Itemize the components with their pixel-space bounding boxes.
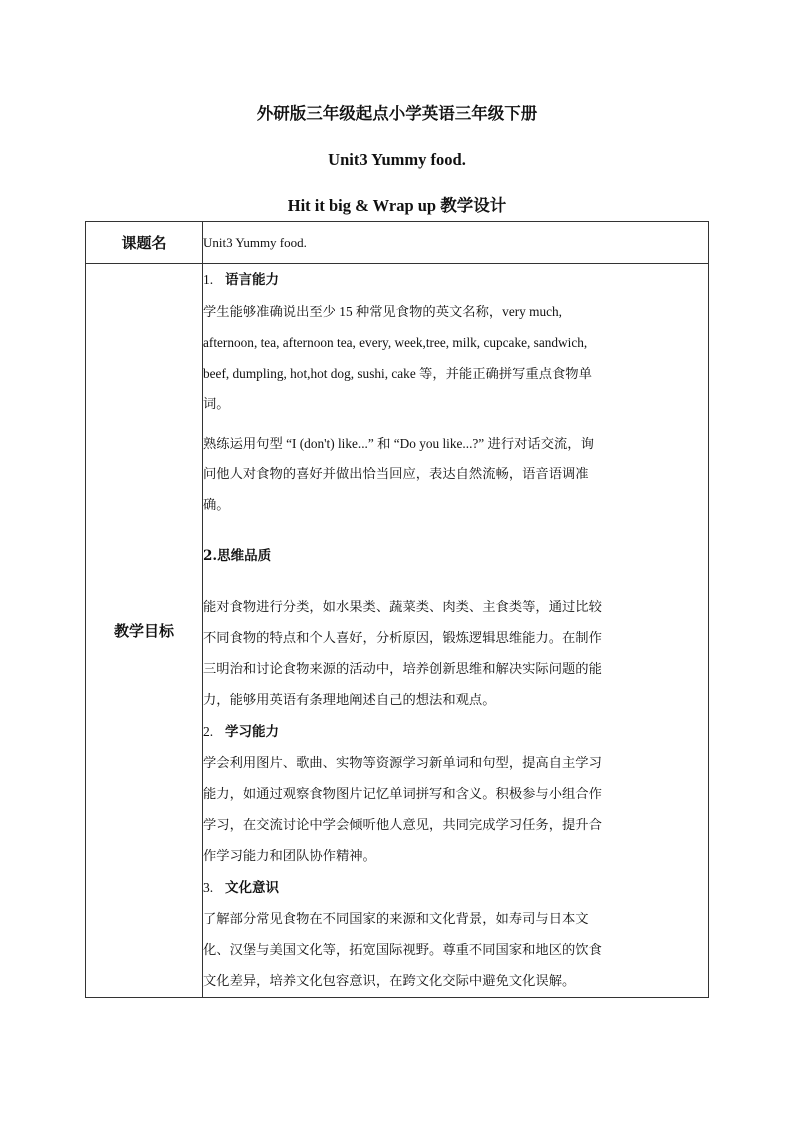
section-heading-text: 语言能力 (225, 272, 279, 288)
text-line: 词。 (203, 397, 230, 412)
section-number: 1. (203, 272, 214, 287)
learning-ability-paragraph (203, 748, 708, 872)
text-line: 问他人对食物的喜好并做出恰当回应，表达自然流畅，语音语调准 (203, 467, 589, 482)
section-heading-text: 学习能力 (225, 724, 279, 740)
objectives-label: 教学目标 (86, 264, 203, 998)
cultural-awareness-paragraph (203, 904, 708, 997)
language-ability-paragraph-2 (203, 428, 708, 521)
text-line: 能力，如通过观察食物图片记忆单词拼写和含义。积极参与小组合作 (203, 787, 602, 802)
text-line: 能对食物进行分类，如水果类、蔬菜类、肉类、主食类等，通过比较 (203, 600, 602, 615)
text-line: 作学习能力和团队协作精神。 (203, 849, 376, 864)
text-line: 力，能够用英语有条理地阐述自己的想法和观点。 (203, 693, 496, 708)
lesson-plan-table (85, 221, 709, 998)
text-line: 确。 (203, 498, 230, 513)
table-row-objectives (86, 264, 709, 998)
language-ability-heading (203, 264, 708, 296)
section-heading-text: 文化意识 (225, 880, 279, 896)
text-line: 学生能够准确说出至少 15 种常见食物的英文名称，very much, (203, 304, 562, 319)
text-line: 了解部分常见食物在不同国家的来源和文化背景，如寿司与日本文 (203, 912, 589, 927)
text-line: 化、汉堡与美国文化等，拓宽国际视野。尊重不同国家和地区的饮食 (203, 943, 602, 958)
text-line: 学会利用图片、歌曲、实物等资源学习新单词和句型，提高自主学习 (203, 756, 602, 771)
table-row-topic (86, 222, 709, 264)
topic-value: Unit3 Yummy food. (203, 222, 709, 264)
section-number: 3. (203, 880, 214, 895)
document-title: 外研版三年级起点小学英语三年级下册 (256, 104, 538, 123)
topic-label: 课题名 (86, 222, 203, 264)
thinking-quality-heading: 2.思维品质 (203, 548, 272, 564)
cultural-awareness-heading (203, 872, 708, 904)
unit-title: Unit3 Yummy food. (328, 150, 466, 169)
section-number: 2. (203, 724, 214, 739)
language-ability-paragraph-1 (203, 296, 708, 420)
text-line: afternoon, tea, afternoon tea, every, week,tree, milk, cupcake, sandwich, (203, 335, 588, 350)
document-header (0, 104, 794, 216)
text-line: 不同食物的特点和个人喜好，分析原因，锻炼逻辑思维能力。在制作 (203, 631, 602, 646)
lesson-subtitle: Hit it big & Wrap up 教学设计 (287, 196, 507, 215)
thinking-quality-paragraph (203, 592, 708, 716)
learning-ability-heading (203, 716, 708, 748)
text-line: 文化差异，培养文化包容意识，在跨文化交际中避免文化误解。 (203, 974, 576, 989)
text-line: beef, dumpling, hot,hot dog, sushi, cake 等，并能正确拼写重点食物单 (203, 366, 592, 381)
objectives-content (203, 264, 709, 998)
text-line: 学习，在交流讨论中学会倾听他人意见，共同完成学习任务，提升合 (203, 818, 602, 833)
text-line: 熟练运用句型 “I (don't) like...” 和 “Do you like...?” 进行对话交流，询 (203, 436, 594, 451)
text-line: 三明治和讨论食物来源的活动中，培养创新思维和解决实际问题的能 (203, 662, 602, 677)
